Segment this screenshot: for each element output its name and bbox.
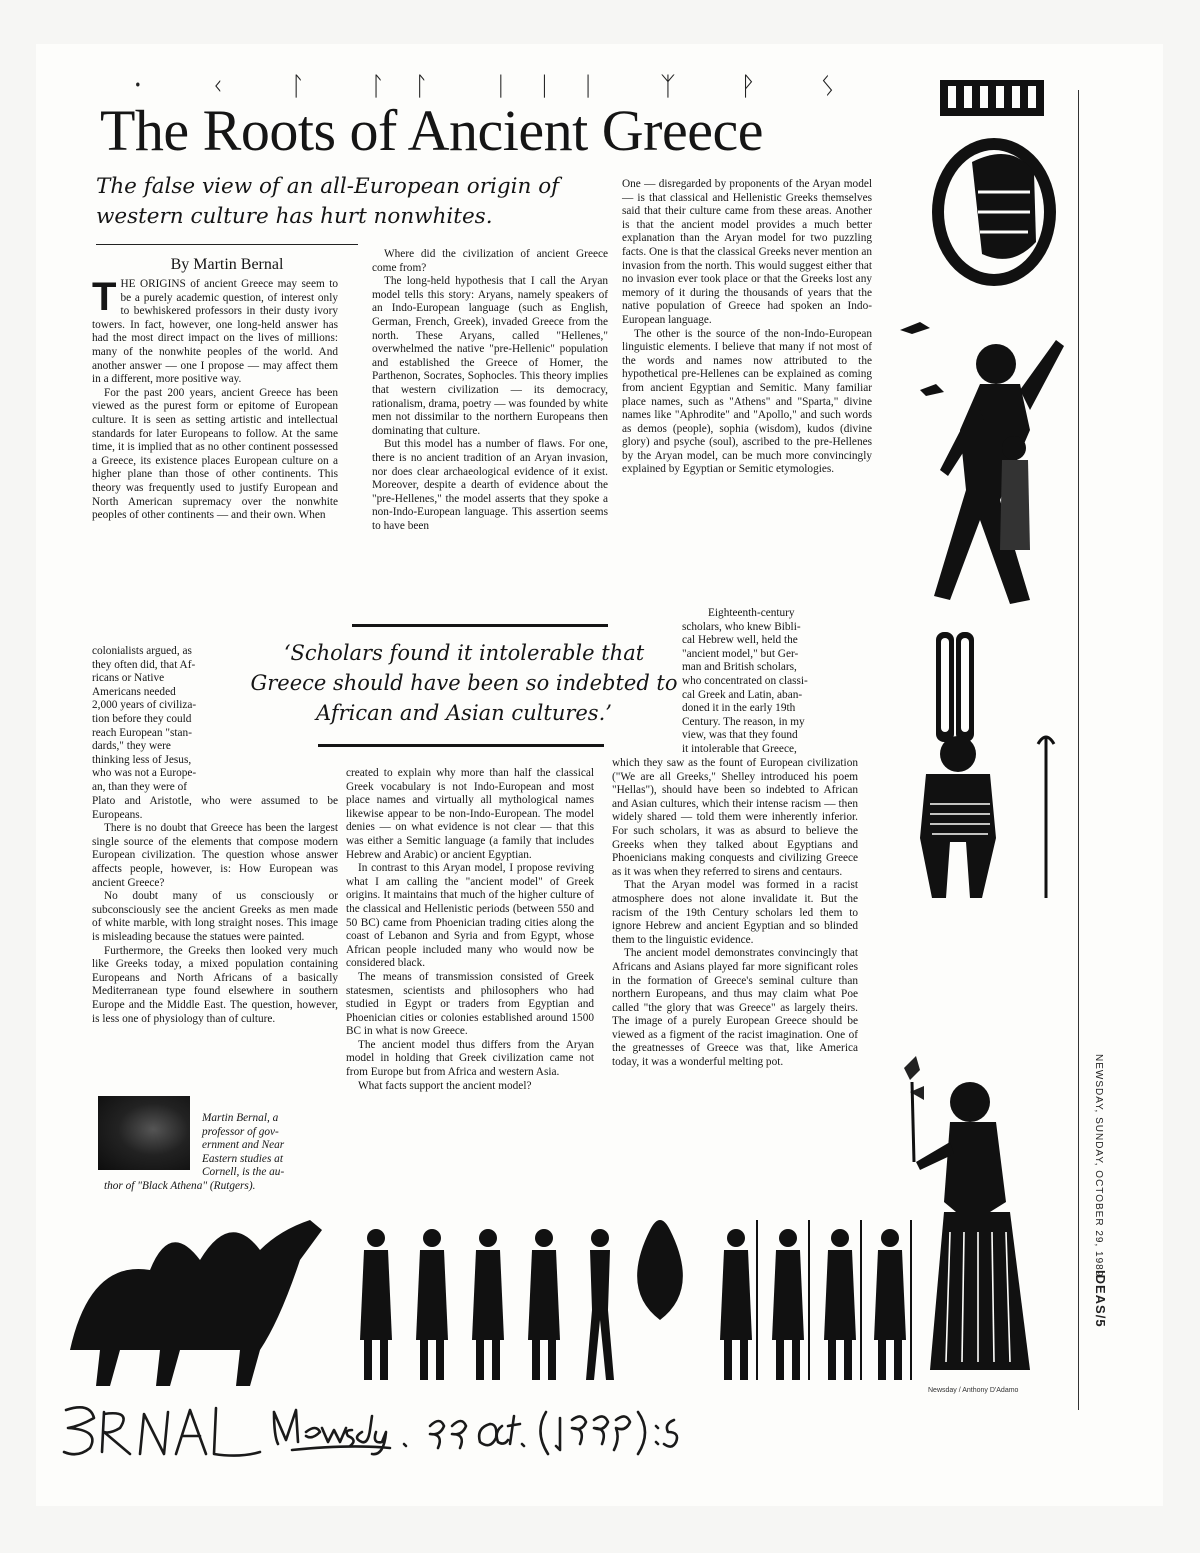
paragraph: That the Aryan model was formed in a racist atmosphere does not alone invalidate it. But the racism of the 19th Century scholars led them to ignore Hebrew and ancient Egyptian and so blinded them to the linguistic evidence.	[612, 879, 858, 946]
column-3-wrap	[682, 607, 808, 757]
wrapped-line: an, than they were of	[92, 780, 188, 793]
wrapped-line: thinking less of Jesus,	[92, 753, 192, 766]
pullquote: ‘Scholars found it intolerable that Greece should have been so indebted to African and Asian cultures.’	[250, 641, 678, 725]
column-2-top	[372, 248, 608, 533]
wrapped-line: "ancient model," but Ger-	[682, 647, 799, 660]
paragraph: Plato and Aristotle, who were assumed to be Europeans.	[92, 795, 338, 821]
wrapped-line: Eighteenth-century	[708, 607, 795, 619]
wrapped-line: tion before they could	[92, 712, 192, 725]
paragraph: Where did the civilization of ancient Greece come from?	[372, 248, 608, 274]
wrapped-line: who was not a Europe-	[92, 767, 197, 780]
byline: By Martin Bernal	[170, 256, 284, 273]
drop-cap: T	[92, 275, 117, 319]
column-1-wrap	[92, 645, 196, 795]
paragraph: No doubt many of us consciously or subconsciously see the ancient Greeks as men made of white marble, with long straight noses. This image is misleading because the statues were painted.	[92, 890, 338, 943]
byline-rule	[96, 244, 358, 245]
wrapped-line: scholars, who knew Bibli-	[682, 620, 801, 633]
paragraph: One — disregarded by proponents of the Aryan model — is that classical and Hellenistic Greeks themselves said that their culture came from these areas. Another is that the ancient model provides a much better explanation than the Aryan model for two puzzling facts. One is that the classical Greeks never mention an invasion from the north. This would suggest either that no invasion ever took place or that the Greeks lost any memory of it during the thousands of years that the native population of Greece had spoken an Indo-European language.	[622, 178, 872, 326]
paragraph: created to explain why more than half the classical Greek vocabulary is not Indo-European and most place names and virtually all mythological names likewise appear to be non-Indo-European. The model denies — on what evidence is not clear — that this was either a Semitic language (a family that includes Hebrew and Arabic) or ancient Egyptian.	[346, 767, 594, 861]
wrapped-line: man and British scholars,	[682, 661, 797, 674]
publication-dateline: NEWSDAY, SUNDAY, OCTOBER 29, 1989	[1093, 1054, 1104, 1278]
wrapped-line: it intolerable that Greece,	[682, 742, 797, 755]
wrapped-line: reach European "stan-	[92, 726, 192, 739]
wrapped-line: ricans or Native	[92, 672, 165, 685]
wrapped-line: 2,000 years of civiliza-	[92, 699, 197, 712]
caption-line: Martin Bernal, a	[202, 1112, 279, 1124]
paragraph: The means of transmission consisted of Greek statesmen, scientists and philosophers who had studied in Egypt or traders from Egyptian and Phoenician cities or colonies established around 1500 BC in what is now Greece.	[346, 970, 594, 1038]
caption-line: Eastern studies at	[202, 1152, 283, 1165]
pullquote-rule-top	[352, 624, 608, 627]
caption-line: professor of gov-	[202, 1125, 279, 1138]
paragraph: The other is the source of the non-Indo-European linguistic elements. I believe that many if not most of the words and names now attributed to the hypothetical pre-Hellenes can be explained as coming from ancient Egyptian and Semitic. Many familiar place names, such as "Athens" and "Sparta," divine names like "Aphrodite" and "Apollo," and such words as demos (people), sophia (wisdom), kudos (divine glory) and psyche (soul), ascribed to the pre-Hellenes by the Aryan model, can be much more convincingly explained by Egyptian or Semitic etymologies.	[622, 327, 872, 476]
procession-frieze-illustration	[60, 1200, 920, 1388]
handwritten-citation-annotation	[60, 1396, 700, 1466]
wrapped-line: who concentrated on classi-	[682, 674, 808, 687]
caption-line: Cornell, is the au-	[202, 1166, 285, 1179]
paragraph: For the past 200 years, ancient Greece has been viewed as the purest form or epitome of European culture. It is seen as setting artistic and intellectual standards for later Europeans to follow. At the same time, it is implied that as no other continent possessed a Greece, its existence places European culture on a higher plane than those of other continents. This theory was frequently used to justify European and North American supremacy over the nonwhite peoples of other continents — and their own. When	[92, 386, 338, 522]
margin-rule	[1078, 90, 1079, 1410]
wrapped-line: they often did, that Af-	[92, 658, 196, 671]
wrapped-line: colonialists argued, as	[92, 645, 192, 657]
column-2-bottom	[346, 767, 594, 1093]
photo-caption	[96, 1112, 326, 1194]
hieroglyph-border: ᛫ ᚲ ᛚ ᛚᛚ ᛁᛁᛁ ᛉ ᚹ ᛊ	[130, 72, 864, 102]
illustration-credit: Newsday / Anthony D'Adamo	[928, 1387, 1019, 1394]
paragraph: The ancient model demonstrates convincingly that Africans and Asians played far more significant roles in the formation of Greece's seminal culture than northern Europeans, and thus may claim what Poe called "the glory that was Greece" as largely theirs. The image of a purely European Greece should be viewed as a figment of the racist imagination. One of the greatnesses of Greece was that, like America today, it was a wonderful melting pot.	[612, 947, 858, 1069]
paragraph: The long-held hypothesis that I call the Aryan model tells this story: Aryans, namely speakers of an Indo-European language (such as English, German, French, Greek), invaded Greece from the north. These Aryans, called "Hellenes," overwhelmed the native "pre-Hellenic" population and established the Greece of Homer, the Parthenon, Socrates, Sophocles. This theory implies that western civilization — its democracy, rationalism, drama, poetry — was founded by white men not dissimilar to the northern Europeans then dominating that culture.	[372, 275, 608, 437]
pullquote-rule-bottom	[318, 744, 604, 747]
column-1-top	[92, 275, 338, 523]
wrapped-line: doned it in the early 19th	[682, 702, 796, 715]
column-3-top	[622, 178, 872, 477]
headline: The Roots of Ancient Greece	[100, 98, 763, 163]
paragraph: What facts support the ancient model?	[358, 1079, 532, 1092]
caption-line: ernment and Near	[202, 1139, 285, 1152]
subheadline: The false view of an all-European origin of western culture has hurt nonwhites.	[96, 174, 560, 229]
paragraph-text: HE ORIGINS of ancient Greece may seem to be a purely academic question, of interest only to bewhiskered professors in their dusty ivory towers. In fact, however, one long-held answer has had the most direct impact on the lives of millions: many of the nonwhite peoples of the world. And another answer — one I propose — may affect them in a different, more positive way.	[92, 278, 338, 386]
paragraph	[92, 275, 338, 387]
wrapped-line: cal Hebrew well, held the	[682, 634, 798, 647]
egyptian-figure-illustration	[880, 300, 1076, 620]
column-1-bottom	[92, 795, 338, 1026]
wrapped-line: dards," they were	[92, 740, 171, 753]
wrapped-line: Century. The reason, in my	[682, 715, 805, 728]
paragraph: There is no doubt that Greece has been the largest single source of the elements that compose modern European civilization. The question whose answer affects people, however, is: How European was ancient Greece?	[92, 822, 338, 889]
paragraph: Furthermore, the Greeks then looked very much like Greeks today, a mixed population containing Europeans and North Africans of a basically Mediterranean type found elsewhere in southern Europe and the Middle East. The question, however, is less one of physiology than of culture.	[92, 944, 338, 1025]
pharaoh-standing-illustration	[878, 628, 1068, 900]
paragraph: In contrast to this Aryan model, I propose reviving what I am calling the "ancient model" of Greek origins. It maintains that much of the higher culture of the classical and Hellenistic periods (between 550 and 50 BC) came from Phoenician trading cities along the coast of Lebanon and Syria and from Egypt, whose African people included many who would now be considered black.	[346, 862, 594, 970]
paragraph: which they saw as the fount of European civilization ("We are all Greeks," Shelley introduced his poem "Hellas"), should have been so indebted to African and Asian cultures, which their intense racism — then widely shared — told them were inherently inferior. For such scholars, it was as absurd to believe the Greeks when they talked about Egyptians and Phoenicians making conquests and civilizing Greece as it was when they referred to sirens and centaurs.	[612, 757, 858, 878]
section-page-label: IDEAS/5	[1093, 1270, 1108, 1328]
wrapped-line: cal Greek and Latin, aban-	[682, 688, 803, 701]
paragraph: But this model has a number of flaws. For one, there is no ancient tradition of an Aryan invasion, nor does clear archaeological evidence of it exist. Moreover, despite a dearth of evidence about the "pre-Hellenes," the model asserts that they spoke a non-Indo-European language. This assertion seems to have been	[372, 438, 608, 532]
wrapped-line: Americans needed	[92, 685, 176, 698]
caption-line: thor of "Black Athena" (Rutgers).	[104, 1179, 256, 1192]
column-3-bottom	[612, 757, 858, 1070]
paragraph: The ancient model thus differs from the Aryan model in holding that Greek civilization came not from Europe but from Africa and western Asia.	[346, 1038, 594, 1079]
pharaoh-head-illustration	[912, 72, 1072, 292]
wrapped-line: view, was that they found	[682, 729, 798, 742]
